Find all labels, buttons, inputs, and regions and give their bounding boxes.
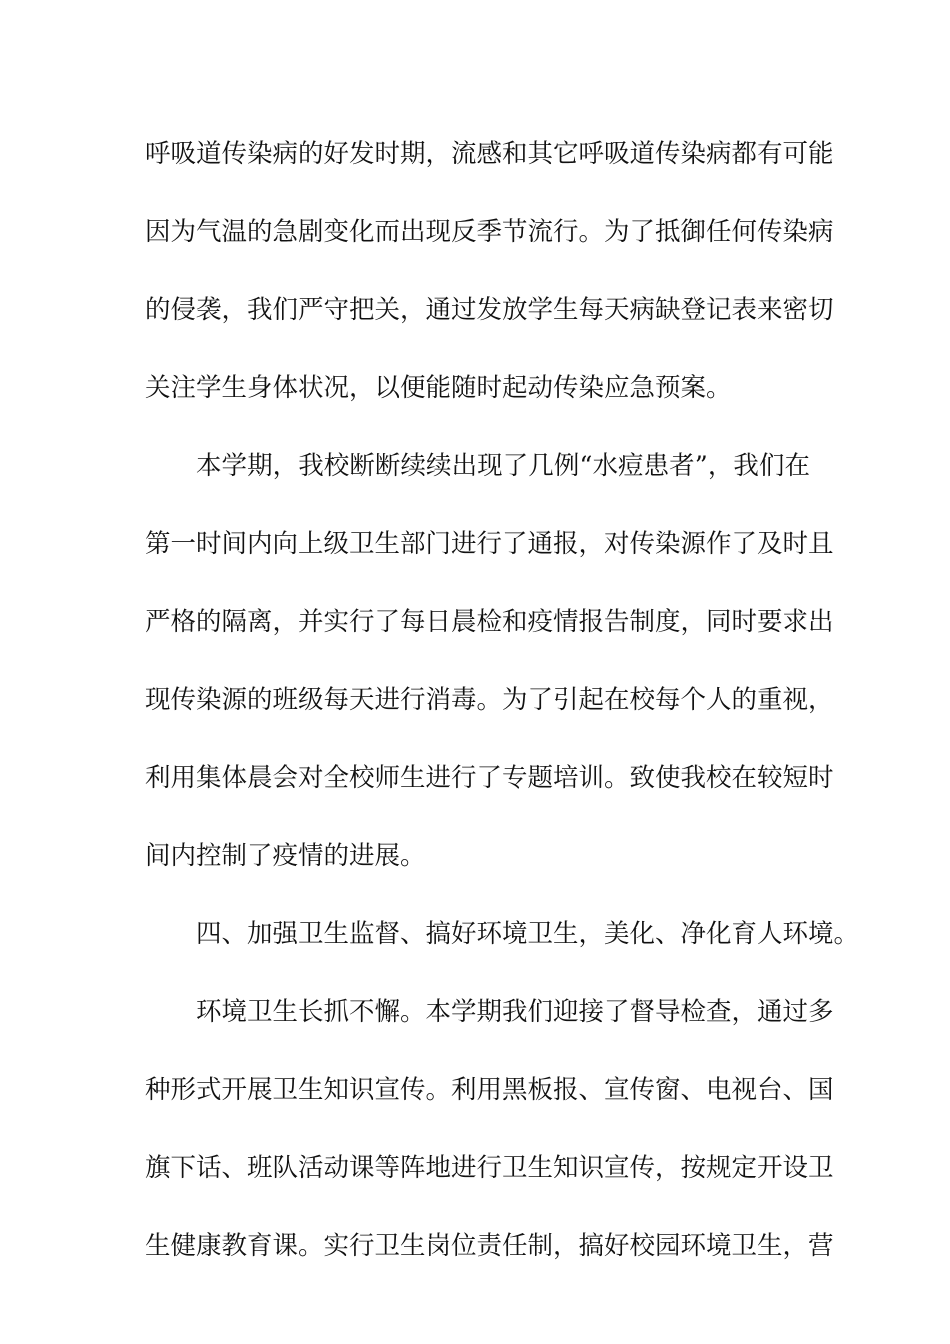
body-text [145,128,860,1298]
text-line: 关注学生身体状况，以便能随时起动传染应急预案。 [145,373,732,403]
text-line: 严格的隔离，并实行了每日晨检和疫情报告制度，同时要求出 [145,607,834,637]
text-line: 的侵袭，我们严守把关，通过发放学生每天病缺登记表来密切 [145,295,834,325]
text-line: 利用集体晨会对全校师生进行了专题培训。致使我校在较短时 [145,763,834,793]
text-line: 生健康教育课。实行卫生岗位责任制，搞好校园环境卫生，营 [145,1231,834,1261]
text-line: 本学期，我校断断续续出现了几例“水痘患者”，我们在 [196,451,810,481]
text-line: 呼吸道传染病的好发时期，流感和其它呼吸道传染病都有可能 [145,139,834,169]
text-line: 因为气温的急剧变化而出现反季节流行。为了抵御任何传染病 [145,217,834,247]
text-line: 环境卫生长抓不懈。本学期我们迎接了督导检查，通过多 [196,997,834,1027]
text-line: 旗下话、班队活动课等阵地进行卫生知识宣传，按规定开设卫 [145,1153,834,1183]
text-line: 第一时间内向上级卫生部门进行了通报，对传染源作了及时且 [145,529,834,559]
text-line: 间内控制了疫情的进展。 [145,841,426,871]
section-heading: 四、加强卫生监督、搞好环境卫生，美化、净化育人环境。 [196,919,860,949]
text-line: 种形式开展卫生知识宣传。利用黑板报、宣传窗、电视台、国 [145,1075,834,1105]
text-line: 现传染源的班级每天进行消毒。为了引起在校每个人的重视， [145,685,834,715]
